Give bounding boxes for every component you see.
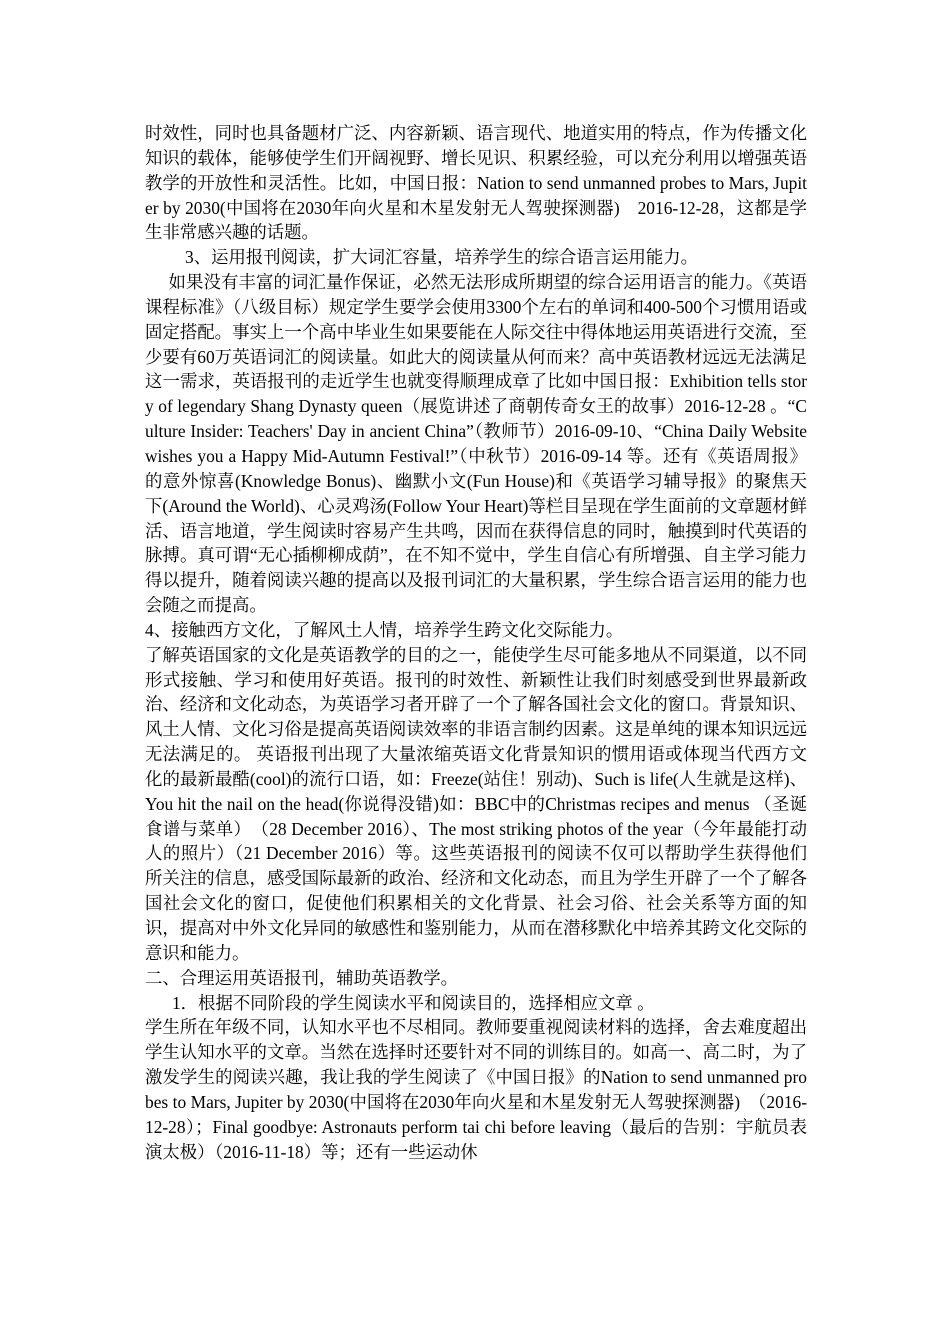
- section-heading-3: 3、运用报刊阅读，扩大词汇容量，培养学生的综合语言运用能力。: [185, 247, 699, 268]
- section-heading-4: 4、接触西方文化，了解风土人情，培养学生跨文化交际能力。: [145, 619, 624, 640]
- document-body: [145, 121, 807, 1164]
- paragraph-vocabulary: 如果没有丰富的词汇量作保证，必然无法形成所期望的综合运用语言的能力。《英语课程标准》（八级目标）规定学生要学会使用3300个左右的单词和400-500个习惯用语或固定搭配。事实上一个高中毕业生如果要能在人际交往中得体地运用英语进行交流，至少要有60万英语词汇的阅读量。如此大的阅读量从何而来？高中英语教材远远无法满足这一需求，英语报刊的走近学生也就变得顺理成章了比如中国日报：Exhibition tells story of legendary Shang Dynasty queen（展览讲述了商朝传奇女王的故事）2016-12-28 。“Culture Insider: Teachers' Day in ancient China”（教师节）2016-09-10、“China Daily Website wishes you a Happy Mid-Autumn Festival!”（中秋节）2016-09-14 等。还有《英语周报》的意外惊喜(Knowledge Bonus)、幽默小文(Fun House)和《英语学习辅导报》的聚焦天下(Around the World)、心灵鸡汤(Follow Your Heart)等栏目呈现在学生面前的文章题材鲜活、语言地道，学生阅读时容易产生共鸣，因而在获得信息的同时，触摸到时代英语的脉搏。真可谓“无心插柳柳成荫”，在不知不觉中，学生自信心有所增强、自主学习能力得以提升，随着阅读兴趣的提高以及报刊词汇的大量积累，学生综合语言运用的能力也会随之而提高。: [145, 272, 807, 616]
- subsection-heading-1: 1．根据不同阶段的学生阅读水平和阅读目的，选择相应文章 。: [171, 992, 655, 1013]
- chapter-heading-2: 二、合理运用英语报刊，辅助英语教学。: [145, 967, 459, 988]
- paragraph-culture: 了解英语国家的文化是英语教学的目的之一，能使学生尽可能多地从不同渠道，以不同形式接触、学习和使用好英语。报刊的时效性、新颖性让我们时刻感受到世界最新政治、经济和文化动态，为英语学习者开辟了一个了解各国社会文化的窗口。背景知识、风土人情、文化习俗是提高英语阅读效率的非语言制约因素。这是单纯的课本知识远远无法满足的。 英语报刊出现了大量浓缩英语文化背景知识的惯用语或体现当代西方文化的最新最酷(cool)的流行口语，如：Freeze(站住！别动)、Such is life(人生就是这样)、You hit the nail on the head(你说得没错)如：BBC中的Christmas recipes and menus （圣诞食谱与菜单） （28 December 2016）、The most striking photos of the year（今年最能打动人的照片）（21 December 2016）等。这些英语报刊的阅读不仅可以帮助学生获得他们所关注的信息，感受国际最新的政治、经济和文化动态，而且为学生开辟了一个了解各国社会文化的窗口，促使他们积累相关的文化背景、社会习俗、社会关系等方面的知识，提高对中外文化异同的敏感性和鉴别能力，从而在潜移默化中培养其跨文化交际的意识和能力。: [145, 644, 807, 963]
- paragraph-selection: 学生所在年级不同，认知水平也不尽相同。教师要重视阅读材料的选择，舍去难度超出学生认知水平的文章。当然在选择时还要针对不同的训练目的。如高一、高二时，为了激发学生的阅读兴趣，我让我的学生阅读了《中国日报》的Nation to send unmanned probes to Mars, Jupiter by 2030(中国将在2030年向火星和木星发射无人驾驶探测器) （2016-12-28）；Final goodbye: Astronauts perform tai chi before leaving（最后的告别：宇航员表演太极）（2016-11-18）等；还有一些运动休: [145, 1017, 807, 1162]
- paragraph-continuation: 时效性，同时也具备题材广泛、内容新颖、语言现代、地道实用的特点，作为传播文化知识的载体，能够使学生们开阔视野、增长见识、积累经验，可以充分利用以增强英语教学的开放性和灵活性。比如，中国日报：Nation to send unmanned probes to Mars, Jupiter by 2030(中国将在2030年向火星和木星发射无人驾驶探测器) 2016-12-28，这都是学生非常感兴趣的话题。: [145, 123, 807, 243]
